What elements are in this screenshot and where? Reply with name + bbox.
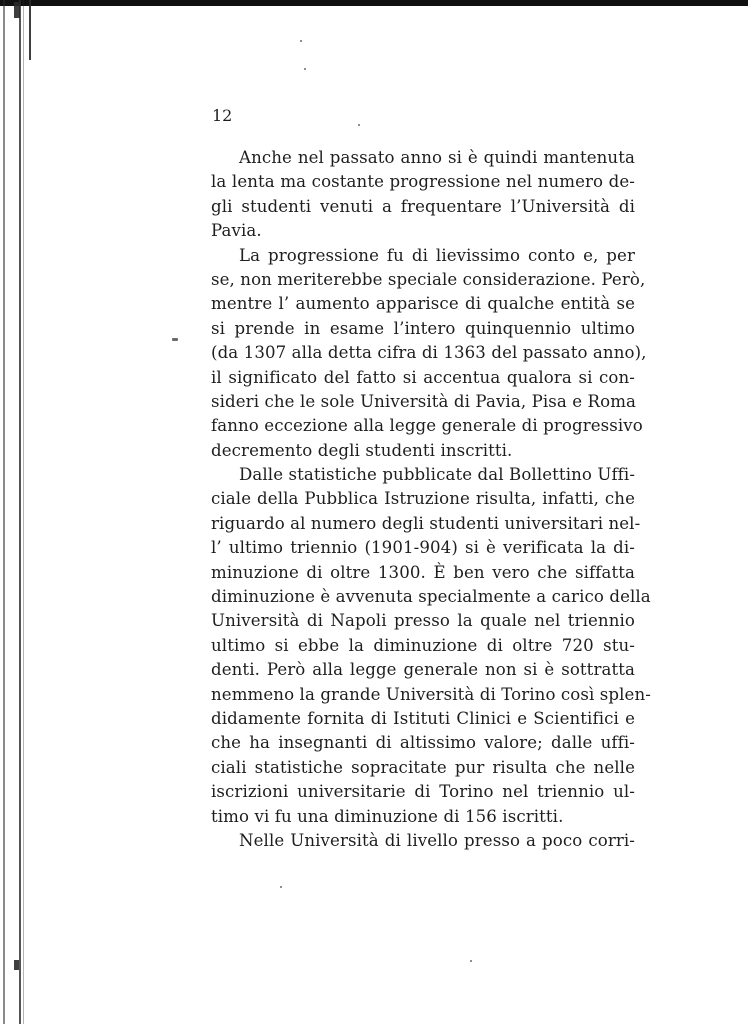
text-line: fanno eccezione alla legge generale di progressivo	[211, 416, 643, 436]
text-line: timo vi fu una diminuzione di 156 iscritti.	[211, 806, 564, 826]
text-line: (da 1307 alla detta cifra di 1363 del passato anno),	[211, 343, 647, 363]
text-line: Università di Napoli presso la quale nel triennio	[211, 611, 635, 631]
body-text	[211, 146, 651, 853]
scan-speck	[358, 124, 360, 126]
text-line: ciali statistiche sopracitate pur risulta che nelle	[211, 757, 635, 777]
scan-top-edge	[0, 0, 748, 6]
text-line: sideri che le sole Università di Pavia, Pisa e Roma	[211, 391, 637, 411]
text-line: nemmeno la grande Università di Torino così splen-	[211, 684, 651, 704]
text-line: se, non meriterebbe speciale considerazione. Però,	[211, 269, 646, 289]
text-line: mentre l’ aumento apparisce di qualche entità se	[211, 294, 635, 314]
text-line: denti. Però alla legge generale non si è sottratta	[211, 660, 635, 680]
text-line: il significato del fatto si accentua qualora si con-	[211, 367, 635, 387]
page-number: 12	[212, 106, 233, 125]
text-line: Anche nel passato anno si è quindi mantenuta	[239, 148, 635, 167]
text-line: ciale della Pubblica Istruzione risulta, infatti, che	[211, 489, 635, 509]
text-line: iscrizioni universitarie di Torino nel triennio ul-	[211, 782, 635, 802]
text-line: la lenta ma costante progressione nel numero de-	[211, 172, 635, 192]
text-line: decremento degli studenti inscritti.	[211, 440, 513, 460]
text-line: che ha insegnanti di altissimo valore; dalle uffi-	[211, 733, 635, 753]
scan-speck	[280, 886, 282, 888]
text-line: Dalle statistiche pubblicate dal Bollettino Uffi-	[239, 465, 636, 485]
text-line: riguardo al numero degli studenti universitari nel-	[211, 513, 641, 533]
scan-speck	[304, 68, 306, 70]
text-line: minuzione di oltre 1300. È ben vero che siffatta	[211, 562, 635, 582]
text-line: l’ ultimo triennio (1901-904) si è verificata la di-	[211, 538, 635, 558]
text-line: Nelle Università di livello presso a poco corri-	[239, 830, 635, 850]
text-line: gli studenti venuti a frequentare l’Università di	[211, 196, 635, 216]
scan-speck	[300, 40, 302, 42]
text-line: diminuzione è avvenuta specialmente a carico della	[211, 587, 651, 607]
text-line: ultimo si ebbe la diminuzione di oltre 720 stu-	[211, 635, 635, 655]
text-line: si prende in esame l’intero quinquennio ultimo	[211, 318, 635, 338]
text-line: La progressione fu di lievissimo conto e, per	[239, 245, 635, 265]
scan-speck	[470, 960, 472, 962]
scan-binding-edge	[0, 0, 32, 1024]
scan-speck	[172, 338, 178, 341]
text-line: Pavia.	[211, 221, 262, 241]
text-line: didamente fornita di Istituti Clinici e Scientifici e	[211, 708, 635, 728]
